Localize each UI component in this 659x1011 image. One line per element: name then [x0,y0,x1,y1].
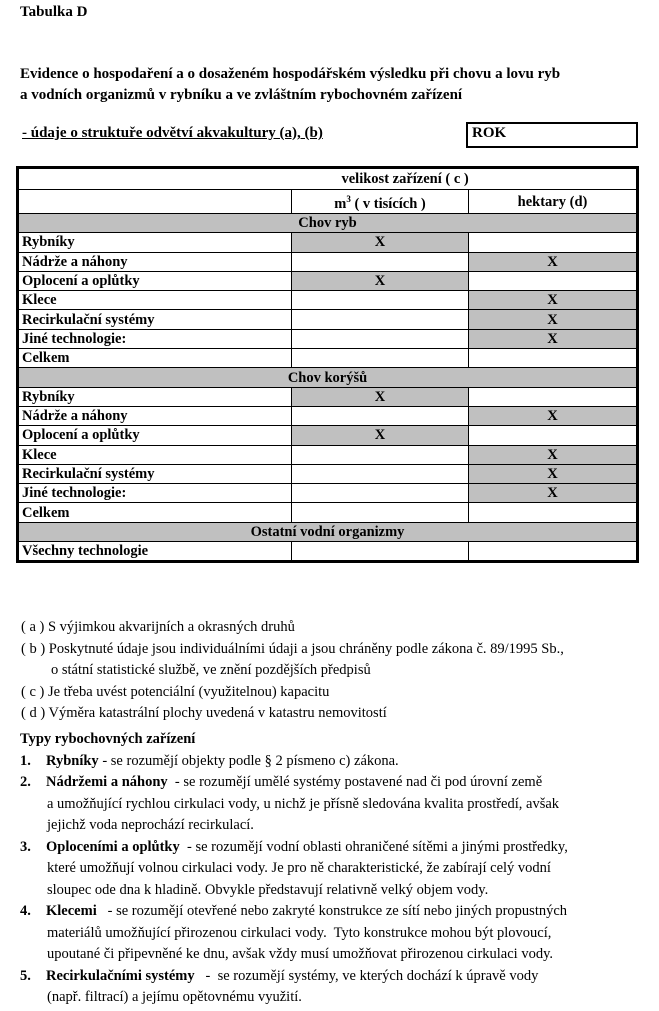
section-header-row [18,368,638,387]
item-definition-continued: jejichž voda neprochází recirkulací. [47,817,254,833]
item-definition-continued: upoutané či připevněné ke dnu, avšak vždy musí umožňovat přirozenou cirkulaci vody. [47,946,554,962]
item-number: 2. [20,774,31,790]
row-label: Rybníky [18,387,292,406]
hectares-cell-excluded: X [469,445,638,464]
m3-input-cell[interactable] [292,484,469,503]
m3-input-cell[interactable] [292,252,469,271]
m3-input-cell[interactable] [292,291,469,310]
item-term: Recirkulačními systémy [46,967,195,984]
table-row [18,387,638,406]
table-row [18,329,638,348]
table-row [18,503,638,522]
facility-types-list [20,751,655,1009]
hectares-input-cell[interactable] [469,387,638,406]
item-definition: se rozumějí otevřené nebo zakryté konstrukce ze sítí nebo jiných propustných [116,903,568,919]
m3-input-cell[interactable] [292,445,469,464]
hectares-cell-excluded: X [469,329,638,348]
table-row [18,310,638,329]
item-separator: - [167,774,184,790]
footnote: ( c ) Je třeba uvést potenciální (využitelnou) kapacitu [21,683,330,700]
hectares-input-cell[interactable] [469,503,638,522]
item-definition: se rozumějí objekty podle § 2 písmeno c) zákona. [110,752,399,769]
document-label: Tabulka D [20,4,88,20]
table-row [18,484,638,503]
m3-input-cell[interactable] [292,503,469,522]
item-number: 4. [20,903,31,919]
facility-size-table [16,166,639,563]
form-title-line: a vodních organizmů v rybníku a ve zvláštním rybochovném zařízení [20,87,463,103]
item-number: 1. [20,752,31,769]
year-label: ROK [472,125,507,141]
item-definition-continued: které umožňují volnou cirkulaci vody. Je pro ně charakteristické, že zabírají celý vodní [47,860,551,876]
table-row [18,349,638,368]
row-label: Rybníky [18,233,292,252]
row-label: Celkem [18,503,292,522]
item-term: Rybníky [46,752,99,769]
item-separator: - [194,967,218,984]
hectares-cell-excluded: X [469,252,638,271]
table-row [18,426,638,445]
item-separator: - [98,752,111,769]
facility-type-item [20,751,655,773]
hectares-input-cell[interactable] [469,271,638,290]
footnote: o státní statistické službě, ve znění pozdějších předpisů [51,662,371,678]
footnotes [21,617,564,725]
item-definition-continued: a umožňující rychlou cirkulaci vody, u nichž je přísně sledována kvalita prostředí, avšak [47,795,560,812]
m3-input-cell[interactable] [292,349,469,368]
row-label: Nádrže a náhony [18,252,292,271]
year-field[interactable] [466,122,638,148]
hectares-input-cell[interactable] [469,233,638,252]
table-row [18,406,638,425]
item-number: 5. [20,967,31,984]
section-title: Ostatní vodní organizmy [18,522,638,541]
m3-cell-excluded: X [292,387,469,406]
row-label: Recirkulační systémy [18,310,292,329]
item-separator: - [179,838,196,855]
row-label: Oplocení a oplůtky [18,426,292,445]
row-label: Oplocení a oplůtky [18,271,292,290]
row-label: Celkem [18,349,292,368]
table-header-row [18,168,638,190]
table-row [18,542,638,562]
hectares-input-cell[interactable] [469,426,638,445]
hectares-input-cell[interactable] [469,349,638,368]
facility-type-item [20,966,655,1009]
item-definition: se rozumějí umělé systémy postavené nad či pod úrovní země [183,774,543,790]
footnote: ( d ) Výměra katastrální plochy uvedená v katastru nemovitostí [21,705,387,721]
hectares-cell-excluded: X [469,310,638,329]
table-header-row [18,190,638,214]
section-title: Chov korýšů [18,368,638,387]
m3-input-cell[interactable] [292,464,469,483]
hectares-cell-excluded: X [469,291,638,310]
form-title-line: Evidence o hospodaření a o dosaženém hospodářském výsledku při chovu a lovu ryb [20,66,561,82]
footnote: ( b ) Poskytnuté údaje jsou individuálními údaji a jsou chráněny podle zákona č. 89/1995 Sb., [21,640,564,657]
row-label: Recirkulační systémy [18,464,292,483]
group-header: velikost zařízení ( c ) [292,168,638,190]
item-separator: - [96,903,117,919]
hectares-cell-excluded: X [469,406,638,425]
m3-cell-excluded: X [292,233,469,252]
row-label: Všechny technologie [18,542,292,562]
table-row [18,252,638,271]
item-term: Nádržemi a náhony [46,774,168,790]
hectares-cell-excluded: X [469,464,638,483]
table-row [18,271,638,290]
footnote: ( a ) S výjimkou akvarijních a okrasných druhů [21,619,295,635]
hectares-cell-excluded: X [469,484,638,503]
facility-type-item [20,901,655,966]
row-label: Klece [18,291,292,310]
item-definition-continued: sloupec ode dna k hladině. Obvykle představují relativně velký objem vody. [47,881,489,898]
header-empty-cell [18,190,292,214]
row-label: Nádrže a náhony [18,406,292,425]
table-row [18,445,638,464]
table-row [18,464,638,483]
facility-type-item [20,772,655,837]
m3-cell-excluded: X [292,271,469,290]
column-header-hectares: hektary (d) [469,190,638,214]
form-title [20,64,560,106]
m3-input-cell[interactable] [292,310,469,329]
facility-types-section [20,729,655,1009]
row-label: Jiné technologie: [18,329,292,348]
form-subtitle: - údaje o struktuře odvětví akvakultury (a), (b) [22,125,323,141]
section-header-row [18,522,638,541]
column-header-m3: $m^3$ ( v tisících ) [292,190,469,214]
item-definition-continued: (např. filtrací) a jejímu opětovnému využití. [47,989,302,1005]
row-label: Jiné technologie: [18,484,292,503]
m3-input-cell[interactable] [292,542,469,562]
table-row [18,291,638,310]
table-row [18,233,638,252]
item-definition-continued: materiálů umožňující přirozenou cirkulaci vody. Tyto konstrukce mohou být plovoucí, [47,924,552,941]
m3-input-cell[interactable] [292,406,469,425]
item-number: 3. [20,838,31,855]
hectares-input-cell[interactable] [469,542,638,562]
facility-type-item [20,837,655,902]
item-term: Oploceními a oplůtky [46,838,180,855]
facility-types-heading: Typy rybochovných zařízení [20,731,196,747]
item-definition: se rozumějí systémy, ve kterých dochází k úpravě vody [217,967,539,984]
m3-input-cell[interactable] [292,329,469,348]
section-header-row [18,214,638,233]
row-label: Klece [18,445,292,464]
header-empty-cell [18,168,292,190]
item-definition: se rozumějí vodní oblasti ohraničené sítěmi a jinými prostředky, [195,838,568,855]
item-term: Klecemi [46,903,97,919]
m3-cell-excluded: X [292,426,469,445]
section-title: Chov ryb [18,214,638,233]
